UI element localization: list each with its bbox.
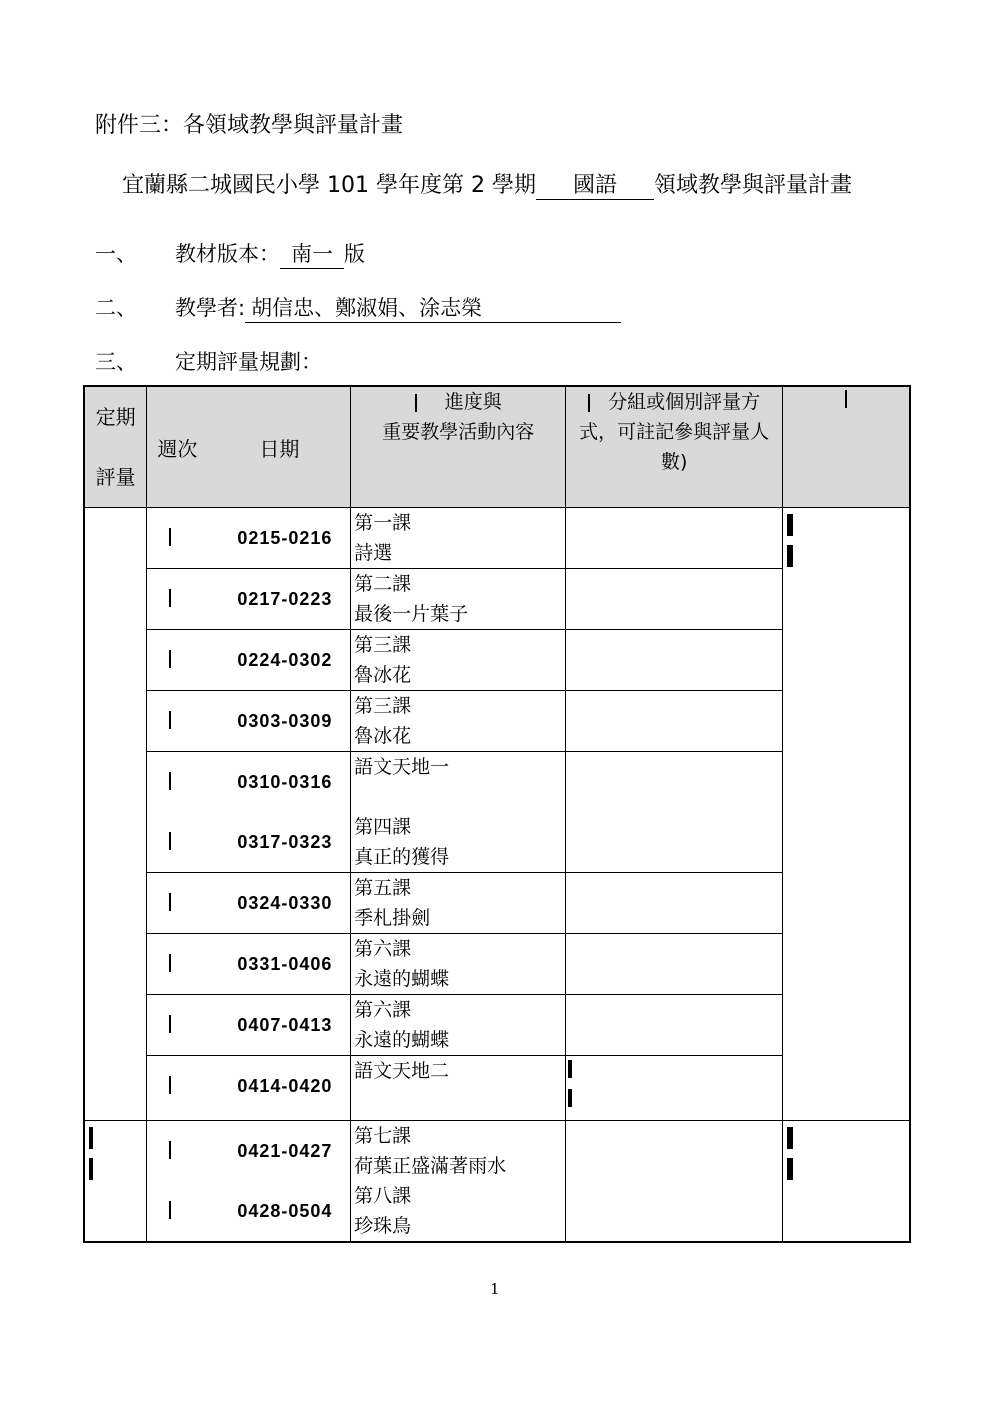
content-cell: [351, 934, 566, 995]
content-cell: [351, 995, 566, 1056]
row-lesson: 第七課: [354, 1125, 412, 1147]
content-cell: [351, 508, 566, 569]
row-title: 真正的獲得: [354, 846, 450, 868]
header-method-line2: 式，可註記參與評量人: [579, 421, 770, 443]
notes-marker: [787, 545, 793, 567]
method-marker: [568, 1060, 572, 1078]
row-date: 0331-0406: [237, 953, 333, 974]
week-date-cell: [147, 812, 351, 873]
content-cell: [351, 752, 566, 813]
notes-marker: [787, 1127, 793, 1149]
assessment-table: [83, 385, 911, 1243]
week-date-cell: [147, 934, 351, 995]
header-week-date: [147, 386, 351, 508]
row-lesson: 語文天地一: [354, 756, 450, 778]
content-cell: [351, 1056, 566, 1121]
row-date: 0310-0316: [237, 771, 333, 792]
period-marker: [89, 1158, 93, 1180]
week-date-cell: [147, 873, 351, 934]
method-cell: [566, 1121, 782, 1243]
period-marker: [89, 1127, 93, 1149]
row-lesson: 第六課: [354, 999, 412, 1021]
header-marker: [845, 390, 847, 408]
week-date-cell: [147, 1181, 351, 1242]
period-2-cell: [84, 1121, 147, 1243]
row-title: 魯冰花: [354, 664, 412, 686]
week-date-cell: [147, 1056, 351, 1121]
week-marker: [169, 528, 171, 546]
table-row: [84, 508, 910, 569]
assessment-plan-label: 定期評量規劃：: [175, 350, 322, 374]
row-date: 0324-0330: [237, 892, 333, 913]
row-lesson: 第三課: [354, 695, 412, 717]
notes-marker: [787, 1158, 793, 1180]
method-cell: [566, 934, 782, 995]
header-content-line2: 重要教學活動內容: [382, 421, 535, 443]
content-cell: [351, 630, 566, 691]
method-cell: [566, 752, 782, 873]
row-date: 0303-0309: [237, 710, 333, 731]
week-date-cell: [147, 752, 351, 813]
page-title: [122, 168, 852, 200]
week-marker: [169, 650, 171, 668]
row-title: 珍珠鳥: [354, 1215, 412, 1237]
content-cell: [351, 812, 566, 873]
row-title: 魯冰花: [354, 725, 412, 747]
section-3-number: 三、: [95, 350, 137, 374]
header-notes: [782, 386, 910, 508]
edition-label: 教材版本：: [175, 242, 280, 266]
row-lesson: 第三課: [354, 634, 412, 656]
row-date: 0407-0413: [237, 1014, 333, 1035]
table-header-row: [84, 386, 910, 508]
content-cell: [351, 569, 566, 630]
week-marker: [169, 893, 171, 911]
title-subject: 國語: [536, 168, 654, 200]
title-prefix: 宜蘭縣二城國民小學 101 學年度第 2 學期: [122, 173, 536, 198]
method-cell: [566, 569, 782, 630]
week-marker: [169, 711, 171, 729]
week-marker: [169, 1201, 171, 1219]
method-cell: [566, 1056, 782, 1121]
method-marker: [568, 1089, 572, 1107]
section-1-number: 一、: [95, 242, 137, 266]
row-lesson: 第二課: [354, 573, 412, 595]
notes-marker: [787, 514, 793, 536]
method-cell: [566, 508, 782, 569]
method-cell: [566, 873, 782, 934]
row-title: 永遠的蝴蝶: [354, 968, 450, 990]
week-date-cell: [147, 995, 351, 1056]
header-method-line1: 分組或個別評量方: [608, 391, 761, 413]
header-content: [351, 386, 566, 508]
attachment-heading: 附件三：各領域教學與評量計畫: [95, 113, 404, 138]
row-title: 荷葉正盛滿著雨水: [354, 1155, 507, 1177]
week-marker: [169, 954, 171, 972]
header-period-line2: 評量: [95, 465, 136, 489]
table-row: [84, 1121, 910, 1182]
section-2: [175, 292, 621, 323]
header-content-line1: 進度與: [444, 391, 502, 413]
title-suffix: 領域教學與評量計畫: [653, 173, 852, 198]
teacher-label: 教學者:: [175, 296, 246, 320]
edition-suffix: 版: [344, 242, 365, 266]
row-date: 0215-0216: [237, 527, 333, 548]
section-2-number: 二、: [95, 296, 137, 320]
header-period: [84, 386, 147, 508]
week-date-cell: [147, 1121, 351, 1182]
header-method: [566, 386, 782, 508]
header-date: 日期: [259, 437, 300, 461]
header-marker: [588, 394, 590, 412]
row-lesson: 第一課: [354, 512, 412, 534]
week-date-cell: [147, 630, 351, 691]
header-marker: [415, 394, 417, 412]
row-title: 詩選: [354, 542, 393, 564]
method-cell: [566, 691, 782, 752]
method-cell: [566, 630, 782, 691]
row-title: 季札掛劍: [354, 907, 431, 929]
method-cell: [566, 995, 782, 1056]
row-lesson: 第八課: [354, 1185, 412, 1207]
week-date-cell: [147, 691, 351, 752]
row-date: 0414-0420: [237, 1075, 333, 1096]
row-date: 0224-0302: [237, 649, 333, 670]
row-lesson: 第五課: [354, 877, 412, 899]
row-date: 0421-0427: [237, 1140, 333, 1161]
content-cell: [351, 691, 566, 752]
week-marker: [169, 589, 171, 607]
week-marker: [169, 1141, 171, 1159]
week-marker: [169, 772, 171, 790]
content-cell: [351, 1121, 566, 1182]
row-title: 永遠的蝴蝶: [354, 1029, 450, 1051]
teacher-value: 胡信忠、鄭淑娟、涂志榮: [245, 292, 621, 323]
row-lesson: 語文天地二: [354, 1060, 450, 1082]
edition-value: 南一: [280, 238, 344, 269]
header-period-line1: 定期: [95, 405, 136, 429]
week-date-cell: [147, 569, 351, 630]
period-1-cell: [84, 508, 147, 1121]
notes-cell: [782, 1121, 910, 1243]
row-lesson: 第四課: [354, 816, 412, 838]
content-cell: [351, 873, 566, 934]
header-week: 週次: [157, 437, 198, 461]
section-1: [175, 238, 365, 269]
week-date-cell: [147, 508, 351, 569]
row-date: 0317-0323: [237, 831, 333, 852]
week-marker: [169, 1076, 171, 1094]
row-date: 0428-0504: [237, 1200, 333, 1221]
content-cell: [351, 1181, 566, 1242]
row-lesson: 第六課: [354, 938, 412, 960]
row-title: 最後一片葉子: [354, 603, 469, 625]
header-method-line3: 數): [660, 451, 688, 473]
row-date: 0217-0223: [237, 588, 333, 609]
week-marker: [169, 1015, 171, 1033]
notes-cell: [782, 508, 910, 1121]
week-marker: [169, 832, 171, 850]
page-number: 1: [490, 1280, 500, 1298]
